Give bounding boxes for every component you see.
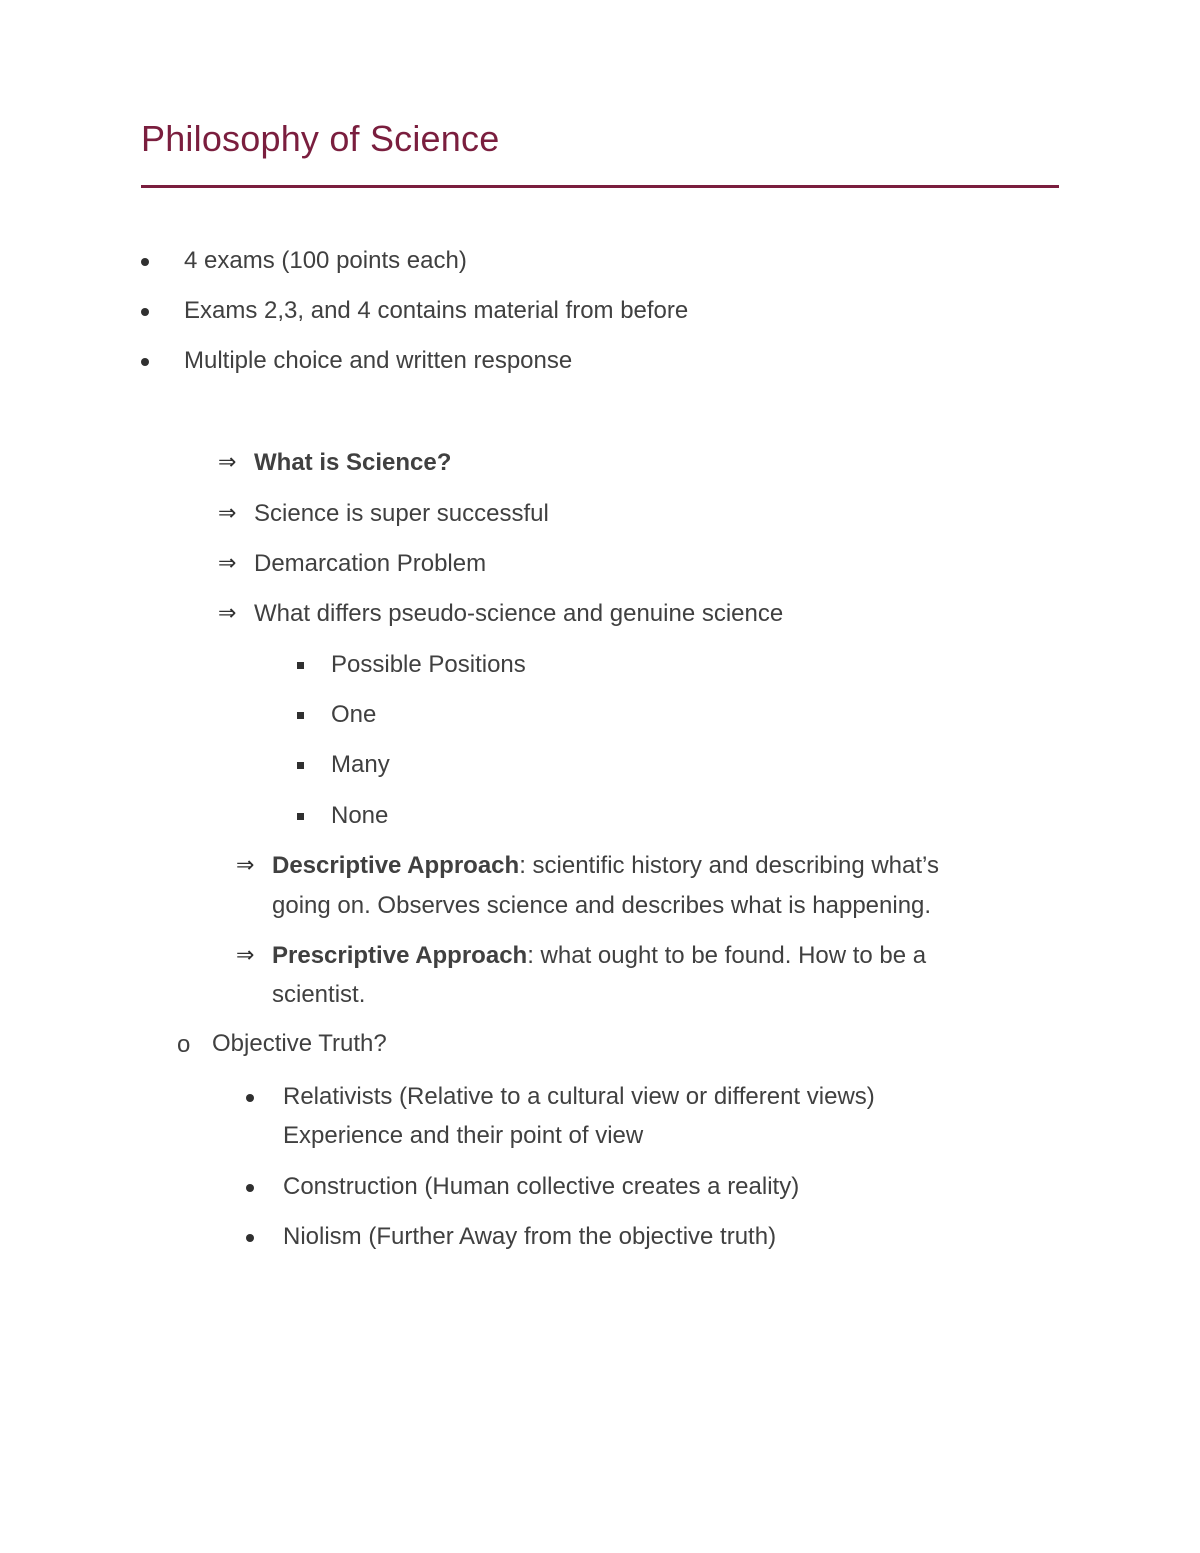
square-bullet-icon bbox=[297, 695, 304, 735]
definition-text: : scientific history and describing what’s bbox=[519, 852, 939, 879]
arrow-icon: ⇒ bbox=[218, 501, 237, 526]
square-bullet-icon bbox=[297, 645, 304, 685]
list-item: Construction (Human collective creates a reality) bbox=[283, 1173, 800, 1200]
arrow-icon: ⇒ bbox=[218, 450, 237, 475]
arrow-icon: ⇒ bbox=[218, 601, 237, 626]
list-item bbox=[272, 846, 939, 886]
square-bullet-icon bbox=[297, 796, 304, 836]
arrow-icon: ⇒ bbox=[236, 853, 255, 878]
heading-text: What is Science? bbox=[254, 449, 452, 476]
list-item bbox=[272, 936, 926, 976]
bullet-dot-icon bbox=[246, 1167, 254, 1207]
term-text: Descriptive Approach bbox=[272, 852, 520, 879]
list-item: Multiple choice and written response bbox=[184, 347, 573, 374]
list-item: Demarcation Problem bbox=[254, 550, 487, 577]
list-item: Possible Positions bbox=[331, 651, 526, 678]
list-item: Science is super successful bbox=[254, 500, 549, 527]
bullet-dot-icon bbox=[141, 341, 149, 381]
list-item: Objective Truth? bbox=[212, 1030, 387, 1057]
definition-text: : what ought to be found. How to be a bbox=[527, 942, 927, 969]
document-title: Philosophy of Science bbox=[141, 118, 500, 159]
bullet-dot-icon bbox=[141, 291, 149, 331]
list-item bbox=[254, 443, 451, 483]
list-item: What differs pseudo-science and genuine science bbox=[254, 600, 784, 627]
arrow-icon: ⇒ bbox=[236, 943, 255, 968]
list-item: Many bbox=[331, 751, 390, 778]
list-item: Exams 2,3, and 4 contains material from before bbox=[184, 297, 689, 324]
list-item-continuation: scientist. bbox=[272, 981, 366, 1008]
bullet-dot-icon bbox=[141, 241, 149, 281]
term-text: Prescriptive Approach bbox=[272, 942, 528, 969]
list-item: Niolism (Further Away from the objective truth) bbox=[283, 1223, 777, 1250]
arrow-icon: ⇒ bbox=[218, 551, 237, 576]
list-item: None bbox=[331, 802, 389, 829]
title-underline bbox=[141, 185, 1059, 188]
circle-bullet-icon: o bbox=[177, 1031, 191, 1058]
list-item: 4 exams (100 points each) bbox=[184, 247, 467, 274]
list-item-continuation: going on. Observes science and describes what is happening. bbox=[272, 892, 932, 919]
list-item-continuation: Experience and their point of view bbox=[283, 1122, 644, 1149]
list-item: One bbox=[331, 701, 377, 728]
square-bullet-icon bbox=[297, 745, 304, 785]
bullet-dot-icon bbox=[246, 1217, 254, 1257]
list-item: Relativists (Relative to a cultural view or different views) bbox=[283, 1083, 875, 1110]
bullet-dot-icon bbox=[246, 1077, 254, 1117]
